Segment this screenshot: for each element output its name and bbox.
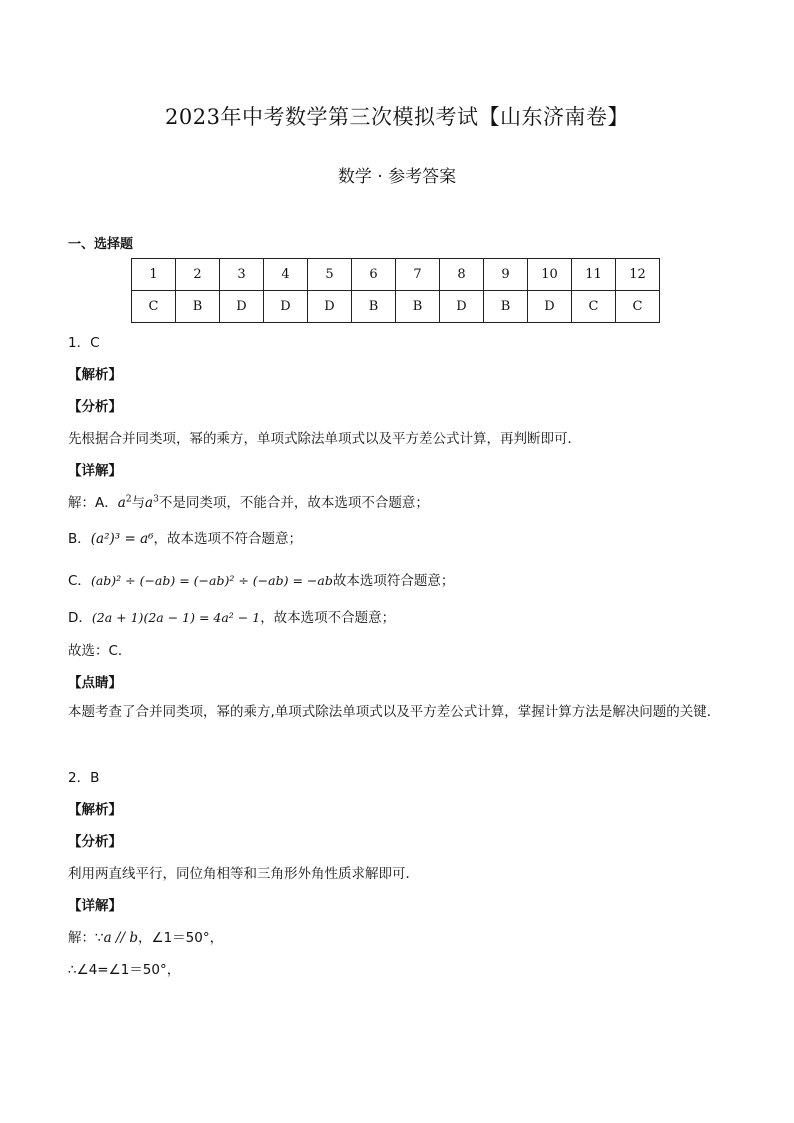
answer-table-answer-cell: D bbox=[220, 291, 264, 323]
q1-option-d-prefix: D． bbox=[68, 610, 92, 626]
answer-table-answer-cell: B bbox=[176, 291, 220, 323]
page-title: 2023年中考数学第三次模拟考试【山东济南卷】 bbox=[165, 105, 629, 129]
q2-fenxi-label: 【分析】 bbox=[68, 834, 122, 850]
answer-table-number-cell: 7 bbox=[396, 259, 440, 291]
q1-xiangjie-label: 【详解】 bbox=[68, 463, 122, 479]
q1-option-d-line bbox=[68, 606, 395, 626]
answer-table-answer-cell: D bbox=[440, 291, 484, 323]
answer-table-number-cell: 2 bbox=[176, 259, 220, 291]
q2-solution-line2: ∴∠4=∠1＝50°， bbox=[68, 962, 181, 978]
answer-table-number-cell: 4 bbox=[264, 259, 308, 291]
answer-table-answer-cell: C bbox=[572, 291, 616, 323]
answer-table bbox=[131, 258, 660, 323]
q1-option-a-prefix: 解：A． bbox=[68, 495, 118, 511]
q1-option-a-line bbox=[68, 491, 429, 511]
q2-fenxi-text: 利用两直线平行，同位角相等和三角形外角性质求解即可． bbox=[68, 866, 419, 882]
q1-option-b-formula: (a²)³ = a⁶ bbox=[90, 531, 154, 547]
q1-option-c-suffix: 故本选项符合题意； bbox=[332, 573, 455, 589]
answer-table-number-cell: 6 bbox=[352, 259, 396, 291]
answer-table-answer-cell: C bbox=[616, 291, 660, 323]
q1-option-b-prefix: B． bbox=[68, 531, 91, 547]
answer-table-answer-cell: B bbox=[352, 291, 396, 323]
q1-option-a-term2: $a^3$ bbox=[145, 494, 159, 511]
q2-line1-suffix: ，∠1＝50°， bbox=[137, 930, 224, 946]
answer-table-number-cell: 8 bbox=[440, 259, 484, 291]
answer-table-number-cell: 10 bbox=[528, 259, 572, 291]
q1-option-b-line bbox=[68, 527, 302, 547]
answer-table-number-cell: 12 bbox=[616, 259, 660, 291]
answer-table-number-cell: 5 bbox=[308, 259, 352, 291]
q1-jiexi-label: 【解析】 bbox=[68, 367, 122, 383]
answer-table-answer-cell: B bbox=[484, 291, 528, 323]
page-subtitle: 数学 · 参考答案 bbox=[337, 167, 457, 187]
answer-table-answer-cell: D bbox=[264, 291, 308, 323]
q1-answer: 故选：C． bbox=[68, 643, 132, 659]
q2-heading: 2．B bbox=[68, 770, 100, 786]
q1-option-a-suffix: 不是同类项，不能合并，故本选项不合题意； bbox=[158, 495, 429, 511]
q2-xiangjie-label: 【详解】 bbox=[68, 898, 122, 914]
answer-table-number-cell: 1 bbox=[132, 259, 176, 291]
answer-table-number-row bbox=[132, 259, 660, 291]
q1-option-d-formula: (2a + 1)(2a − 1) = 4a² − 1 bbox=[91, 610, 261, 625]
q2-line1-formula: a // b bbox=[103, 930, 138, 946]
answer-table-answer-cell: D bbox=[308, 291, 352, 323]
section-heading-choice: 一、选择题 bbox=[68, 237, 134, 252]
answer-table-number-cell: 3 bbox=[220, 259, 264, 291]
q1-option-c-line bbox=[68, 569, 454, 589]
q1-fenxi-label: 【分析】 bbox=[68, 399, 122, 415]
q1-heading: 1．C bbox=[68, 335, 100, 351]
answer-table-answer-cell: D bbox=[528, 291, 572, 323]
answer-table-number-cell: 9 bbox=[484, 259, 528, 291]
answer-table-answer-cell: B bbox=[396, 291, 440, 323]
q1-fenxi-text: 先根据合并同类项，幂的乘方，单项式除法单项式以及平方差公式计算，再判断即可． bbox=[68, 431, 581, 447]
q2-jiexi-label: 【解析】 bbox=[68, 802, 122, 818]
q1-option-b-suffix: ，故本选项不符合题意； bbox=[153, 531, 303, 547]
q2-line1-prefix: 解：∵ bbox=[68, 930, 104, 946]
q1-option-a-term1: $a^2$ bbox=[117, 494, 132, 511]
q1-dianjing-label: 【点睛】 bbox=[68, 675, 122, 691]
answer-table-answer-cell: C bbox=[132, 291, 176, 323]
q1-option-a-mid: 与 bbox=[131, 495, 146, 511]
answer-table-answer-row bbox=[132, 291, 660, 323]
q1-option-c-formula: (ab)² ÷ (−ab) = (−ab)² ÷ (−ab) = −ab bbox=[90, 573, 333, 588]
q1-option-d-suffix: ，故本选项不合题意； bbox=[260, 610, 396, 626]
q1-dianjing-text: 本题考查了合并同类项，幂的乘方,单项式除法单项式以及平方差公式计算，掌握计算方法是解决问题的关键． bbox=[68, 704, 721, 720]
q1-option-c-prefix: C． bbox=[68, 573, 91, 589]
answer-table-number-cell: 11 bbox=[572, 259, 616, 291]
q2-solution-line1 bbox=[68, 926, 223, 946]
